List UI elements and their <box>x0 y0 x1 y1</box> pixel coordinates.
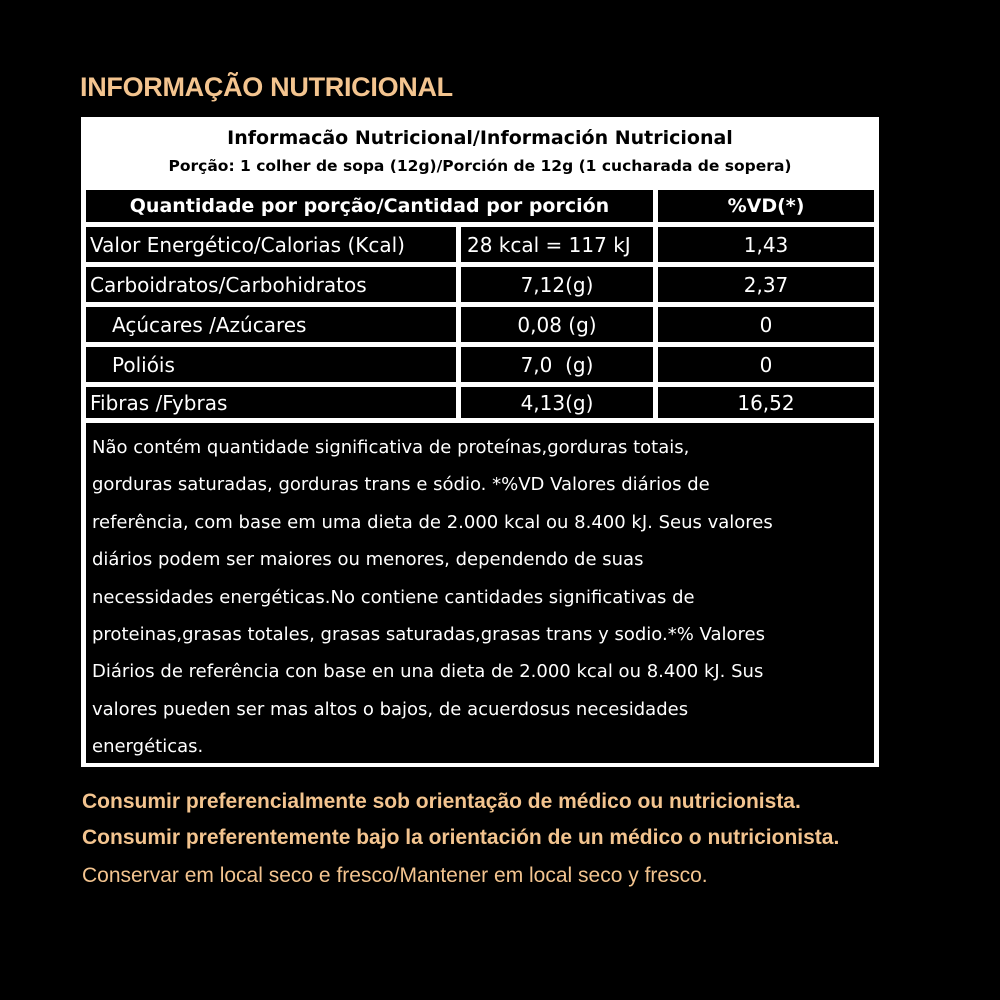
row-energy-amount: 28 kcal = 117 kJ <box>461 227 653 262</box>
notes-line: referência, com base em uma dieta de 2.000 kcal ou 8.400 kJ. Seus valores <box>92 511 773 533</box>
nutrition-label <box>81 117 879 767</box>
row-carbs-name: Carboidratos/Carbohidratos <box>86 267 456 302</box>
notes-line: diários podem ser maiores ou menores, dependendo de suas <box>92 549 644 571</box>
row-polyols-name: Polióis <box>86 347 456 382</box>
notes-line: gorduras saturadas, gorduras trans e sódio. *%VD Valores diários de <box>92 474 710 496</box>
row-sugars-name: Açúcares /Azúcares <box>86 307 456 342</box>
row-fiber-name: Fibras /Fybras <box>86 387 456 418</box>
column-header-vd: %VD(*) <box>658 190 874 222</box>
notes-line: proteinas,grasas totales, grasas saturadas,grasas trans y sodio.*% Valores <box>92 624 765 646</box>
notes-line: Não contém quantidade significativa de proteínas,gorduras totais, <box>92 437 690 458</box>
footer-storage: Conservar em local seco e fresco/Mantener em local seco y fresco. <box>82 864 708 887</box>
notes-line: energéticas. <box>92 736 204 758</box>
row-sugars-amount: 0,08 (g) <box>461 307 653 342</box>
label-notes <box>86 423 874 763</box>
row-fiber-vd: 16,52 <box>658 387 874 418</box>
row-fiber-amount: 4,13(g) <box>461 387 653 418</box>
row-energy-vd: 1,43 <box>658 227 874 262</box>
label-heading: Informacão Nutricional/Información Nutricional <box>227 127 733 149</box>
column-header-quantity: Quantidade por porção/Cantidad por porción <box>86 190 653 222</box>
row-polyols-vd: 0 <box>658 347 874 382</box>
notes-line: necessidades energéticas.No contiene cantidades significativas de <box>92 586 695 608</box>
footer-advice-pt: Consumir preferencialmente sob orientação de médico ou nutricionista. <box>82 790 801 813</box>
row-energy-name: Valor Energético/Calorias (Kcal) <box>86 227 456 262</box>
notes-line: valores pueden ser mas altos o bajos, de acuerdosus necesidades <box>92 698 689 720</box>
row-carbs-amount: 7,12(g) <box>461 267 653 302</box>
page-title: INFORMAÇÃO NUTRICIONAL <box>80 72 453 102</box>
row-polyols-amount: 7,0 (g) <box>461 347 653 382</box>
row-sugars-vd: 0 <box>658 307 874 342</box>
footer-advice-es: Consumir preferentemente bajo la orientación de un médico o nutricionista. <box>82 826 840 849</box>
row-carbs-vd: 2,37 <box>658 267 874 302</box>
notes-line: Diários de referência con base en una dieta de 2.000 kcal ou 8.400 kJ. Sus <box>92 661 764 683</box>
label-portion: Porção: 1 colher de sopa (12g)/Porción de 12g (1 cucharada de sopera) <box>168 157 792 175</box>
